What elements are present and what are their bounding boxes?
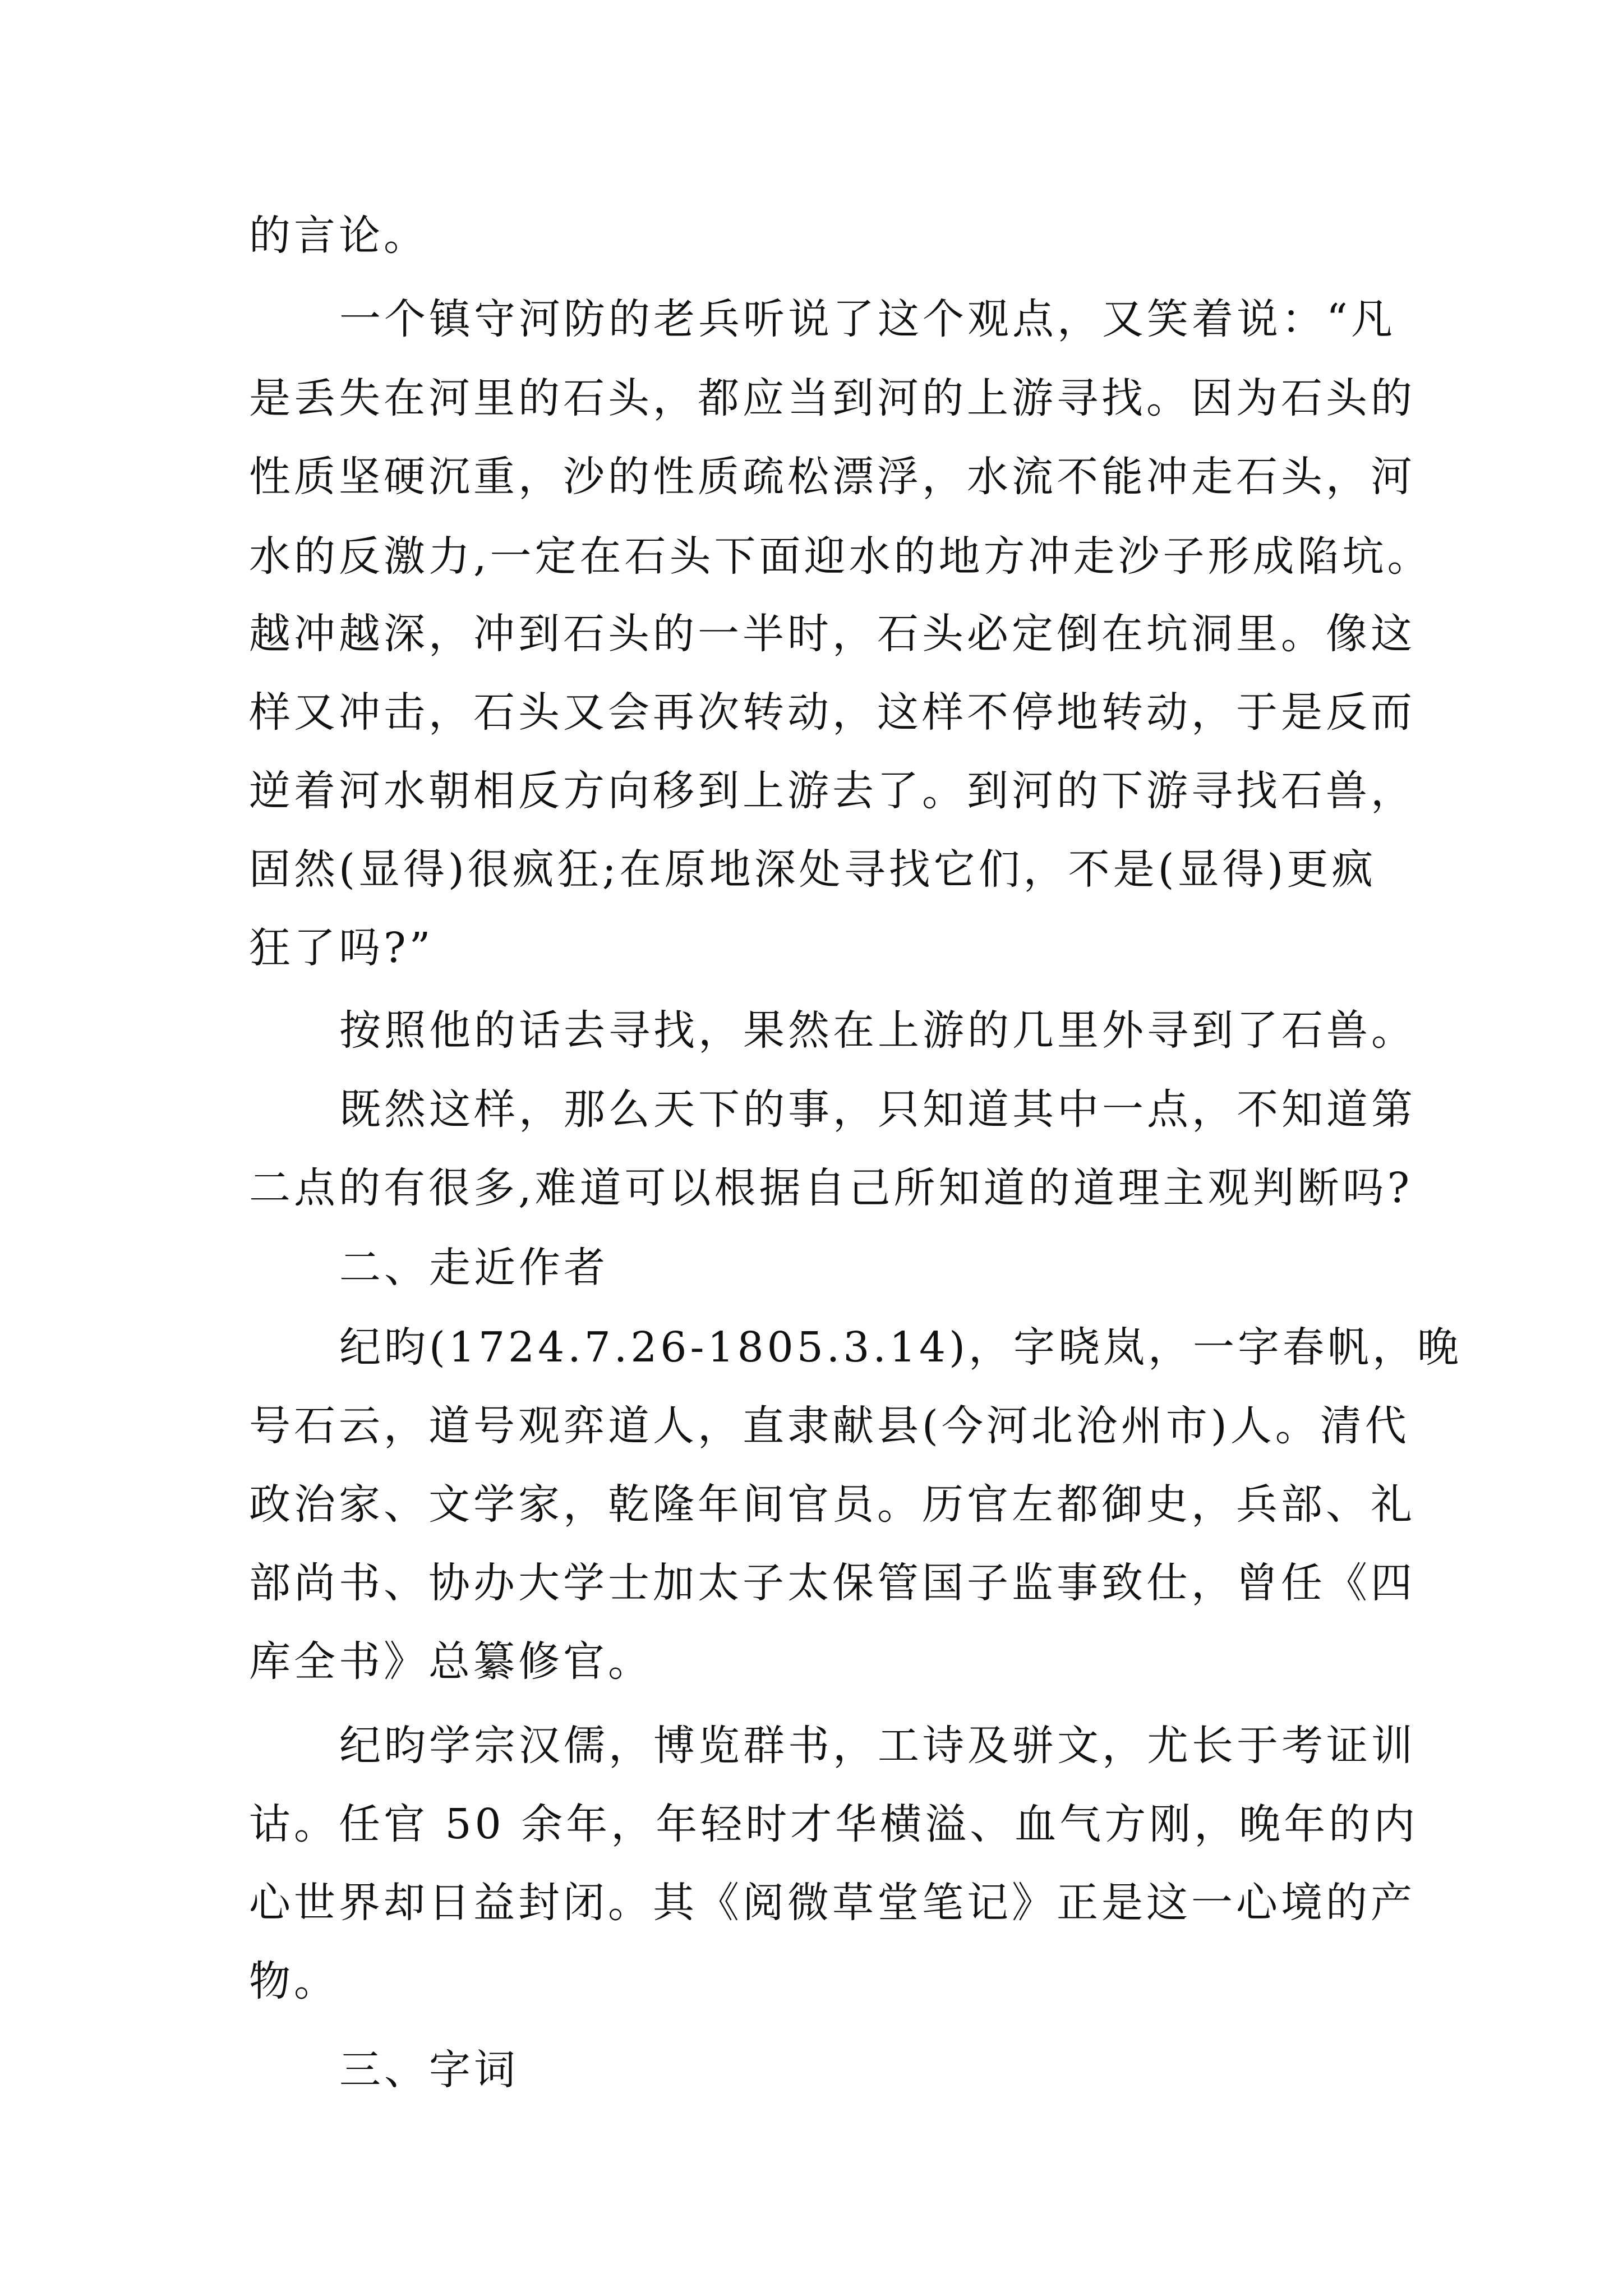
text-line-11: 按照他的话去寻找，果然在上游的几里外寻到了石兽。 (339, 1006, 1416, 1055)
text-line-5: 水的反激力,一定在石头下面迎水的地方冲走沙子形成陷坑。 (249, 532, 1432, 581)
text-line-20: 纪昀学宗汉儒，博览群书，工诗及骈文，尤长于考证训 (339, 1722, 1416, 1770)
text-line-15: 纪昀(1724.7.26-1805.3.14)，字晓岚，一字春帆，晚 (339, 1323, 1462, 1372)
text-line-18: 部尚书、协办大学士加太子太保管国子监事致仕，曾任《四 (249, 1559, 1415, 1607)
section-heading-3: 三、字词 (339, 2046, 519, 2094)
text-line-13: 二点的有很多,难道可以根据自己所知道的道理主观判断吗? (249, 1164, 1413, 1212)
text-line-6: 越冲越深，冲到石头的一半时，石头必定倒在坑洞里。像这 (249, 610, 1415, 658)
text-line-22: 心世界却日益封闭。其《阅微草堂笔记》正是这一心境的产 (249, 1879, 1415, 1927)
text-line-19: 库全书》总纂修官。 (249, 1637, 653, 1686)
text-line-16: 号石云，道号观弈道人，直隶献县(今河北沧州市)人。清代 (249, 1402, 1410, 1450)
text-line-4: 性质坚硬沉重，沙的性质疏松漂浮，水流不能冲走石头，河 (249, 453, 1415, 501)
text-line-3: 是丢失在河里的石头，都应当到河的上游寻找。因为石头的 (249, 374, 1415, 422)
text-line-21: 诂。任官 50 余年，年轻时才华横溢、血气方刚，晚年的内 (249, 1800, 1419, 1848)
text-line-23: 物。 (249, 1957, 339, 2005)
text-line-8: 逆着河水朝相反方向移到上游去了。到河的下游寻找石兽， (249, 767, 1415, 815)
section-heading-2: 二、走近作者 (339, 1244, 608, 1292)
text-line-2: 一个镇守河防的老兵听说了这个观点，又笑着说：“凡 (339, 295, 1396, 343)
text-line-17: 政治家、文学家，乾隆年间官员。历官左都御史，兵部、礼 (249, 1480, 1415, 1529)
text-line-10: 狂了吗?” (249, 924, 434, 972)
text-line-7: 样又冲击，石头又会再次转动，这样不停地转动，于是反而 (249, 688, 1415, 737)
text-line-9: 固然(显得)很疯狂;在原地深处寻找它们，不是(显得)更疯 (249, 845, 1377, 894)
text-line-12: 既然这样，那么天下的事，只知道其中一点，不知道第 (339, 1085, 1416, 1134)
text-line-1: 的言论。 (249, 211, 428, 260)
